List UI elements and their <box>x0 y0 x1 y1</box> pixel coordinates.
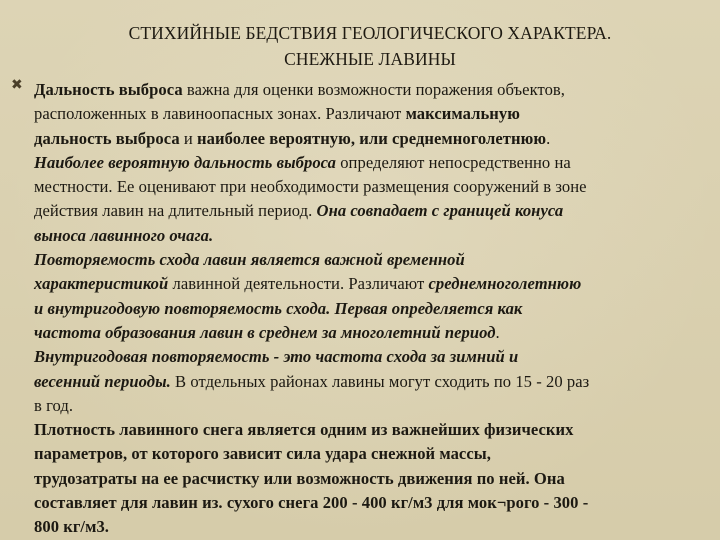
text-run: . <box>546 128 551 148</box>
term-long-term: среднемноголетнюю <box>428 274 582 294</box>
body-line <box>34 370 714 394</box>
term-ejection-range: Дальность выброса <box>34 80 183 99</box>
slide-title <box>40 20 700 72</box>
slide-body-text <box>34 78 714 540</box>
text-run: Первая определяется как <box>330 298 523 318</box>
body-line: 800 кг/м3. <box>34 517 109 537</box>
body-line: выноса лавинного очага. <box>34 225 214 245</box>
body-line <box>34 151 714 175</box>
term-most-probable-range: Наиболее вероятную дальность выброса <box>34 152 336 172</box>
x-mark-bullet-icon: ✖ <box>11 78 23 93</box>
body-line <box>34 321 714 345</box>
emphasis-frequency: частота образования лавин в среднем за многолетний период <box>34 322 496 342</box>
body-line: в год. <box>34 395 74 415</box>
text-run: В отдельных районах лавины могут сходить по 15 - 20 раз <box>170 371 590 391</box>
body-line <box>34 127 714 151</box>
text-run: . <box>495 322 500 342</box>
body-line <box>34 272 714 296</box>
body-line: Плотность лавинного снега является одним из важнейших физических <box>34 420 574 440</box>
text-run: расположенных в лавиноопасных зонах. Различают <box>34 104 406 124</box>
slide-title-line-1: СТИХИЙНЫЕ БЕДСТВИЯ ГЕОЛОГИЧЕСКОГО ХАРАКТЕРА. <box>128 23 612 43</box>
text-run: действия лавин на длительный период. <box>34 201 317 221</box>
slide-title-line-2: СНЕЖНЫЕ ЛАВИНЫ <box>284 49 456 69</box>
text-run: важна для оценки возможности поражения объектов, <box>182 80 566 99</box>
body-line <box>34 297 714 321</box>
body-line: местности. Ее оценивают при необходимости размещения сооружений в зоне <box>34 177 587 197</box>
body-line <box>34 248 714 272</box>
body-line <box>34 199 714 223</box>
emphasis-seasons: весенний периоды. <box>34 371 171 391</box>
emphasis-cone-boundary: Она совпадает с границей конуса <box>316 201 564 221</box>
term-intra-annual: и внутригодовую повторяемость схода. <box>34 298 331 318</box>
text-run: определяют непосредственно на <box>336 152 571 172</box>
term-recurrence: Повторяемость схода лавин является важной временной <box>34 250 465 270</box>
term-most-probable: наиболее вероятную, или среднемноголетнюю <box>197 128 547 148</box>
body-line: Внутригодовая повторяемость - это частота схода за зимний и <box>34 347 519 367</box>
body-line: составляет для лавин из. сухого снега 200 - 400 кг/м3 для мок¬рого - 300 - <box>34 493 589 513</box>
body-line <box>34 102 714 126</box>
body-line <box>34 78 714 102</box>
text-run: лавинной деятельности. Различают <box>168 274 429 294</box>
term-maximum: максимальную <box>405 104 520 124</box>
text-run: и <box>179 128 198 148</box>
term-ejection-range-2: дальность выброса <box>34 128 180 148</box>
body-line: параметров, от которого зависит сила удара снежной массы, <box>34 444 491 464</box>
body-line: трудозатраты на ее расчистку или возможность движения по ней. Она <box>34 468 565 488</box>
term-characteristic: характеристикой <box>34 274 169 294</box>
